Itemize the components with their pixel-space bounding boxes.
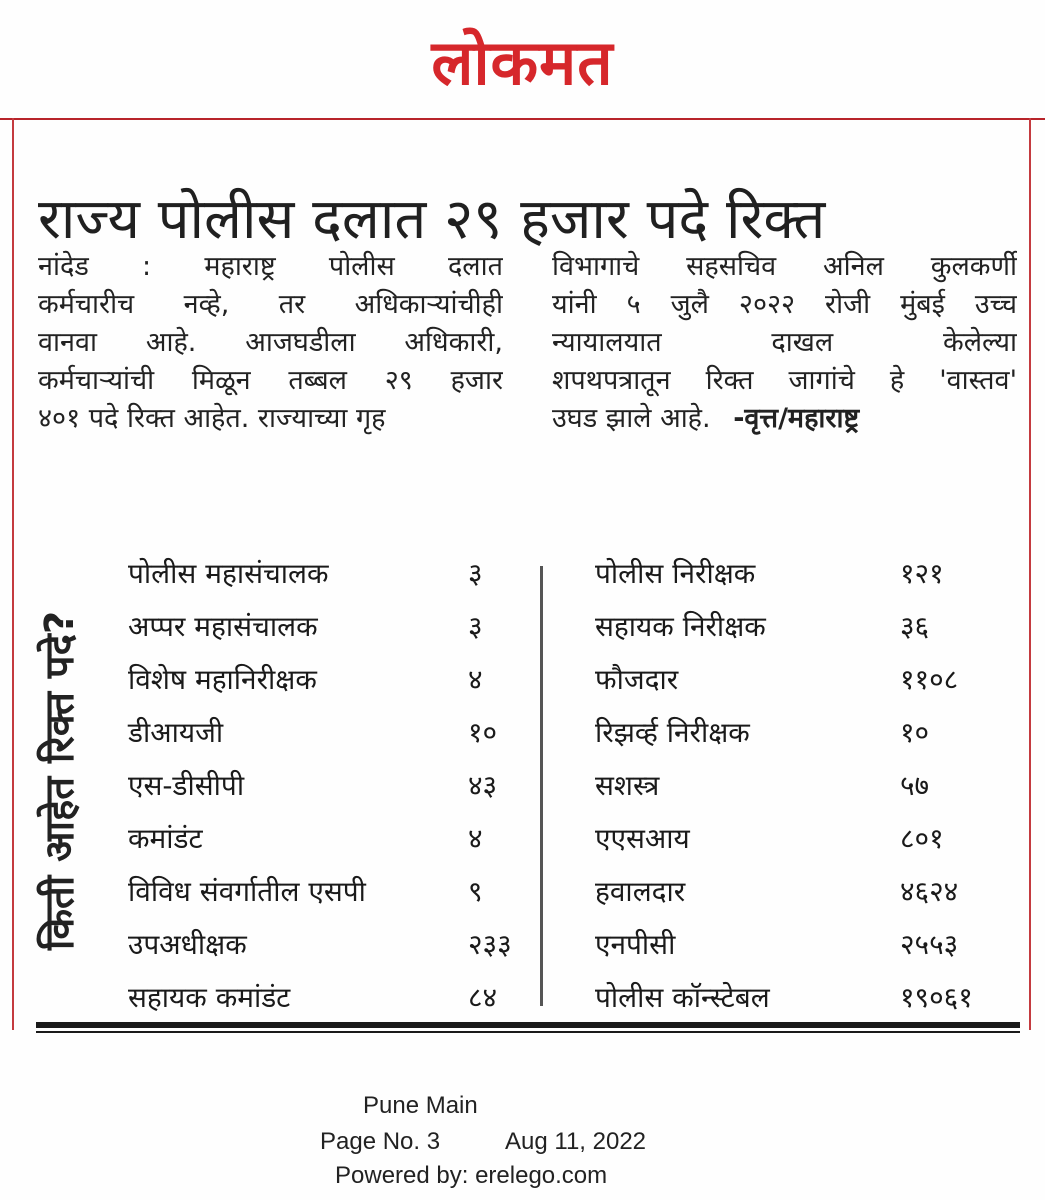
vacancy-count: २३३ (468, 928, 512, 961)
table-row (128, 606, 528, 659)
vacancy-count: ३ (468, 557, 483, 590)
lede-line: कर्मचारीच नव्हे, तर अधिकाऱ्यांचीही (38, 289, 503, 320)
lede-line: वानवा आहे. आजघडीला अधिकारी, (38, 327, 503, 358)
lede-line: ४०१ पदे रिक्त आहेत. राज्याच्या गृह (38, 403, 386, 434)
side-label-text: किती आहेत रिक्त पदे? (37, 610, 84, 950)
lede-right-column (552, 248, 1017, 438)
top-rule (0, 118, 1045, 120)
table-row (595, 553, 995, 606)
table-row (595, 712, 995, 765)
vacancy-count: १० (900, 716, 930, 749)
footer-page: Page No. 3 (320, 1128, 441, 1155)
left-border (12, 118, 14, 1030)
lede-left-column (38, 248, 503, 438)
post-name: कमांडंट (128, 822, 203, 855)
vacancy-count: ८०१ (900, 822, 944, 855)
lede-line-text: उघड झाले आहे. (552, 403, 711, 434)
footer-powered: Powered by: erelego.com (335, 1162, 608, 1189)
post-name: पोलीस कॉन्स्टेबल (595, 981, 770, 1014)
bottom-rule (36, 1022, 1020, 1028)
table-row (595, 818, 995, 871)
vacancy-count: ४३ (468, 769, 498, 802)
vacancy-count: २५५३ (900, 928, 959, 961)
vacancy-count: ९ (468, 875, 483, 908)
post-name: डीआयजी (128, 716, 224, 749)
vacancy-count: ३ (468, 610, 483, 643)
lede-line: शपथपत्रातून रिक्त जागांचे हे 'वास्तव' (552, 365, 1017, 396)
vacancy-count: ४६२४ (900, 875, 959, 908)
column-divider (540, 566, 543, 1006)
vacancy-count: ११०८ (900, 663, 959, 696)
vacancy-count: १९०६१ (900, 981, 973, 1014)
lede-line: विभागाचे सहसचिव अनिल कुलकर्णी (552, 251, 1017, 282)
table-row (128, 659, 528, 712)
vacancy-count: १२१ (900, 557, 944, 590)
table-row (595, 606, 995, 659)
table-row (595, 765, 995, 818)
post-name: फौजदार (595, 663, 679, 696)
post-name: विशेष महानिरीक्षक (128, 663, 317, 696)
vacancy-count: ४ (468, 663, 483, 696)
lede-line: कर्मचाऱ्यांची मिळून तब्बल २९ हजार (38, 365, 503, 396)
vacancy-table-left (128, 553, 528, 1030)
lede-line: नांदेड : महाराष्ट्र पोलीस दलात (38, 251, 503, 282)
right-border (1029, 118, 1031, 1030)
masthead-logo: लोकमत (431, 26, 614, 99)
vacancy-count: ३६ (900, 610, 930, 643)
post-name: सहायक निरीक्षक (595, 610, 766, 643)
headline: राज्य पोलीस दलात २९ हजार पदे रिक्त (38, 186, 826, 252)
footer-date: Aug 11, 2022 (505, 1128, 647, 1155)
post-name: एनपीसी (595, 928, 676, 961)
table-row (128, 924, 528, 977)
post-name: एस-डीसीपी (128, 769, 245, 802)
post-name: विविध संवर्गातील एसपी (128, 875, 366, 908)
vacancy-count: ५७ (900, 769, 930, 802)
post-name: एएसआय (595, 822, 690, 855)
post-name: अप्पर महासंचालक (128, 610, 318, 643)
table-row (128, 765, 528, 818)
vacancy-count: १० (468, 716, 498, 749)
side-label (28, 560, 88, 1000)
post-name: रिझर्व्ह निरीक्षक (595, 716, 750, 749)
post-name: पोलीस महासंचालक (128, 557, 329, 590)
post-name: पोलीस निरीक्षक (595, 557, 756, 590)
post-name: उपअधीक्षक (128, 928, 247, 961)
post-name: सहायक कमांडंट (128, 981, 291, 1014)
vacancy-count: ४ (468, 822, 483, 855)
post-name: हवालदार (595, 875, 686, 908)
table-row (128, 871, 528, 924)
post-name: सशस्त्र (595, 769, 660, 802)
lede-line: न्यायालयात दाखल केलेल्या (552, 327, 1017, 358)
footer-edition: Pune Main (363, 1092, 478, 1119)
vacancy-count: ८४ (468, 981, 498, 1014)
bottom-rule-thin (36, 1031, 1020, 1033)
table-row (595, 871, 995, 924)
table-row (128, 818, 528, 871)
table-row (128, 553, 528, 606)
lede-line: यांनी ५ जुलै २०२२ रोजी मुंबई उच्च (552, 289, 1017, 320)
vacancy-table-right (595, 553, 995, 1030)
table-row (128, 712, 528, 765)
table-row (595, 659, 995, 712)
table-row (595, 924, 995, 977)
byline-credit: -वृत्त/महाराष्ट्र (733, 403, 860, 434)
lede-line (552, 400, 1017, 438)
